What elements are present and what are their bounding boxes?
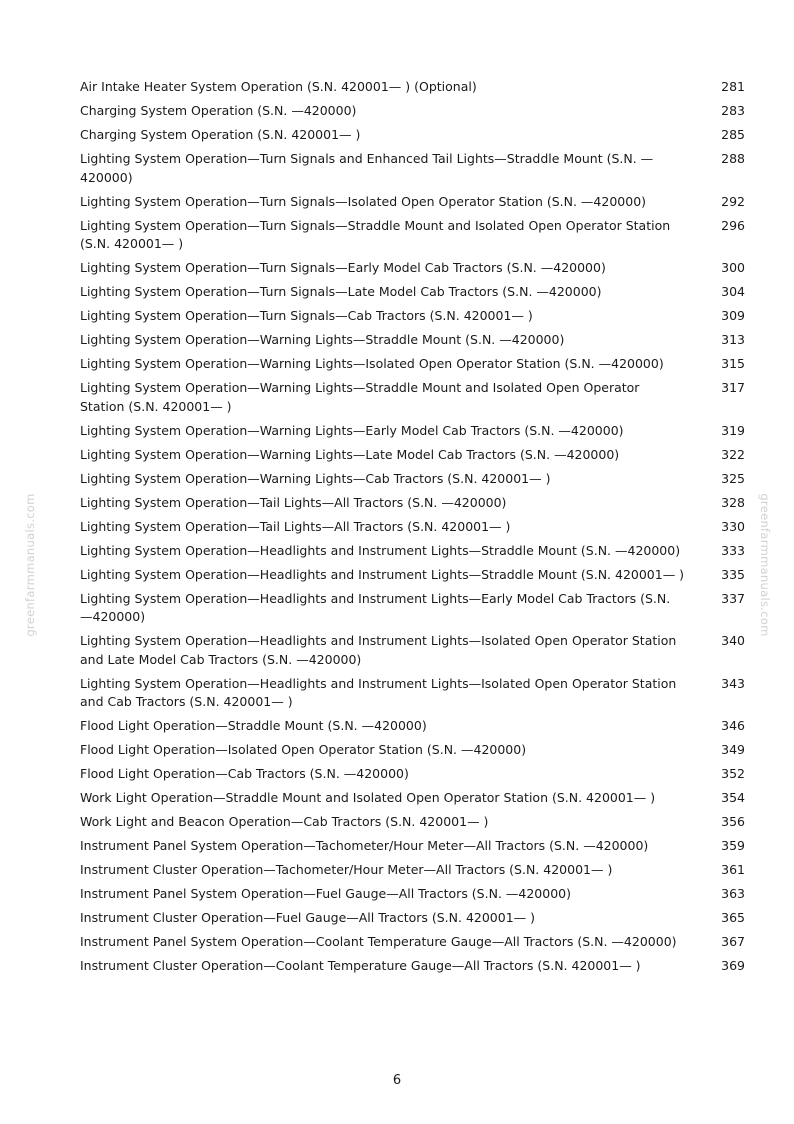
toc-entry-title: Charging System Operation (S.N. 420001— ) <box>80 127 361 142</box>
toc-entry-title: Lighting System Operation—Warning Lights—Straddle Mount (S.N. —420000) <box>80 332 565 347</box>
toc-entry[interactable] <box>80 470 745 489</box>
toc-entry[interactable] <box>80 765 745 784</box>
toc-entry-title: Air Intake Heater System Operation (S.N. 420001— ) (Optional) <box>80 79 477 94</box>
toc-entry-page: 281 <box>721 79 745 94</box>
toc-entry[interactable] <box>80 909 745 928</box>
toc-entry-page: 285 <box>721 127 745 142</box>
toc-entry-page: 322 <box>721 446 745 462</box>
toc-entry-title: Work Light and Beacon Operation—Cab Tractors (S.N. 420001— ) <box>80 814 489 829</box>
toc-entry[interactable] <box>80 446 745 465</box>
toc-entry-page: 317 <box>721 380 745 395</box>
toc-entry-page: 313 <box>721 332 745 347</box>
toc-entry-page: 343 <box>721 675 745 691</box>
toc-entry-title: Instrument Cluster Operation—Tachometer/Hour Meter—All Tractors (S.N. 420001— ) <box>80 862 613 877</box>
toc-entry-page: 363 <box>721 886 745 901</box>
toc-entry-title: Lighting System Operation—Turn Signals—Straddle Mount and Isolated Open Operator Station (S.N. 420001— ) <box>80 217 671 251</box>
toc-entry-title: Flood Light Operation—Isolated Open Operator Station (S.N. —420000) <box>80 742 527 757</box>
toc-entry-page: 359 <box>721 838 745 853</box>
toc-entry[interactable] <box>80 217 745 254</box>
toc-entry[interactable] <box>80 957 745 976</box>
toc-entry-title: Lighting System Operation—Headlights and Instrument Lights—Straddle Mount (S.N. —420000) <box>80 542 681 558</box>
toc-entry[interactable] <box>80 741 745 760</box>
toc-entry[interactable] <box>80 193 745 212</box>
toc-entry[interactable] <box>80 102 745 121</box>
toc-entry-page: 337 <box>721 590 745 606</box>
toc-entry-page: 369 <box>721 958 745 973</box>
toc-entry-page: 361 <box>721 862 745 877</box>
toc-entry[interactable] <box>80 675 745 712</box>
toc-entry-page: 328 <box>721 494 745 510</box>
toc-entry-page: 288 <box>721 151 745 166</box>
table-of-contents <box>80 78 745 981</box>
toc-entry-page: 333 <box>721 542 745 558</box>
toc-entry-title: Lighting System Operation—Warning Lights—Cab Tractors (S.N. 420001— ) <box>80 470 551 486</box>
toc-entry-title: Lighting System Operation—Turn Signals—Late Model Cab Tractors (S.N. —420000) <box>80 284 602 299</box>
toc-entry[interactable] <box>80 259 745 278</box>
toc-entry[interactable] <box>80 566 745 585</box>
toc-entry-page: 349 <box>721 742 745 757</box>
toc-entry-page: 365 <box>721 910 745 925</box>
toc-entry-page: 356 <box>721 814 745 829</box>
toc-entry-title: Charging System Operation (S.N. —420000) <box>80 103 357 118</box>
toc-entry-title: Instrument Cluster Operation—Coolant Temperature Gauge—All Tractors (S.N. 420001— ) <box>80 958 641 973</box>
toc-entry-title: Flood Light Operation—Straddle Mount (S.N. —420000) <box>80 718 427 733</box>
toc-entry[interactable] <box>80 542 745 561</box>
toc-entry-title: Lighting System Operation—Warning Lights—Straddle Mount and Isolated Open Operator Station (S.N. 420001— ) <box>80 380 640 414</box>
toc-entry[interactable] <box>80 861 745 880</box>
toc-entry[interactable] <box>80 518 745 537</box>
toc-entry-page: 352 <box>721 766 745 781</box>
toc-entry[interactable] <box>80 150 745 187</box>
watermark-right: greenfarmmanuals.com <box>758 493 772 637</box>
toc-entry-title: Lighting System Operation—Turn Signals—Early Model Cab Tractors (S.N. —420000) <box>80 260 606 275</box>
toc-entry-title: Instrument Panel System Operation—Fuel Gauge—All Tractors (S.N. —420000) <box>80 886 571 901</box>
toc-entry-title: Instrument Panel System Operation—Coolant Temperature Gauge—All Tractors (S.N. —420000) <box>80 934 677 949</box>
toc-entry-title: Instrument Cluster Operation—Fuel Gauge—All Tractors (S.N. 420001— ) <box>80 910 536 925</box>
toc-entry[interactable] <box>80 813 745 832</box>
toc-entry[interactable] <box>80 355 745 374</box>
toc-entry[interactable] <box>80 283 745 302</box>
toc-entry[interactable] <box>80 126 745 145</box>
watermark-left: greenfarmmanuals.com <box>23 493 37 637</box>
toc-entry-title: Lighting System Operation—Headlights and Instrument Lights—Straddle Mount (S.N. 420001— ) <box>80 566 685 582</box>
toc-entry-title: Work Light Operation—Straddle Mount and Isolated Open Operator Station (S.N. 420001— ) <box>80 790 656 805</box>
toc-entry-title: Instrument Panel System Operation—Tachometer/Hour Meter—All Tractors (S.N. —420000) <box>80 838 649 853</box>
toc-entry-page: 300 <box>721 260 745 275</box>
toc-entry-page: 330 <box>721 518 745 534</box>
toc-entry[interactable] <box>80 789 745 808</box>
toc-entry[interactable] <box>80 307 745 326</box>
toc-entry-page: 283 <box>721 103 745 118</box>
toc-entry-page: 292 <box>721 193 745 209</box>
toc-entry[interactable] <box>80 632 745 669</box>
toc-entry-title: Flood Light Operation—Cab Tractors (S.N. —420000) <box>80 766 409 781</box>
toc-entry-title: Lighting System Operation—Warning Lights—Late Model Cab Tractors (S.N. —420000) <box>80 446 620 462</box>
toc-entry-page: 315 <box>721 356 745 371</box>
toc-entry-page: 325 <box>721 470 745 486</box>
toc-entry[interactable] <box>80 494 745 513</box>
toc-entry[interactable] <box>80 590 745 627</box>
toc-entry-page: 335 <box>721 566 745 582</box>
toc-entry[interactable] <box>80 78 745 97</box>
toc-entry-title: Lighting System Operation—Tail Lights—All Tractors (S.N. —420000) <box>80 494 507 510</box>
toc-entry[interactable] <box>80 933 745 952</box>
toc-entry-title: Lighting System Operation—Headlights and Instrument Lights—Early Model Cab Tractors (S.N. —420000) <box>80 590 671 624</box>
toc-entry-title: Lighting System Operation—Tail Lights—All Tractors (S.N. 420001— ) <box>80 518 511 534</box>
toc-entry-page: 296 <box>721 217 745 233</box>
toc-entry-page: 309 <box>721 308 745 323</box>
toc-entry-title: Lighting System Operation—Warning Lights—Early Model Cab Tractors (S.N. —420000) <box>80 422 624 438</box>
toc-entry-page: 304 <box>721 284 745 299</box>
toc-entry[interactable] <box>80 422 745 441</box>
toc-entry-page: 346 <box>721 718 745 733</box>
toc-entry-page: 354 <box>721 790 745 805</box>
toc-entry-title: Lighting System Operation—Headlights and Instrument Lights—Isolated Open Operator Station and Late Model Cab Tractors (S.N. —420000) <box>80 633 677 667</box>
toc-entry-page: 340 <box>721 633 745 648</box>
toc-entry[interactable] <box>80 717 745 736</box>
toc-entry-page: 367 <box>721 934 745 949</box>
toc-entry-title: Lighting System Operation—Turn Signals—Cab Tractors (S.N. 420001— ) <box>80 308 533 323</box>
toc-entry[interactable] <box>80 379 745 416</box>
toc-entry-title: Lighting System Operation—Turn Signals and Enhanced Tail Lights—Straddle Mount (S.N. —420000) <box>80 151 654 185</box>
toc-entry-title: Lighting System Operation—Warning Lights—Isolated Open Operator Station (S.N. —420000) <box>80 356 664 371</box>
toc-entry[interactable] <box>80 885 745 904</box>
toc-entry-page: 319 <box>721 422 745 438</box>
page-number: 6 <box>392 1073 402 1088</box>
toc-entry[interactable] <box>80 331 745 350</box>
toc-entry-title: Lighting System Operation—Headlights and Instrument Lights—Isolated Open Operator Station and Cab Tractors (S.N. 420001— ) <box>80 675 677 709</box>
toc-entry-title: Lighting System Operation—Turn Signals—Isolated Open Operator Station (S.N. —420000) <box>80 193 647 209</box>
toc-entry[interactable] <box>80 837 745 856</box>
